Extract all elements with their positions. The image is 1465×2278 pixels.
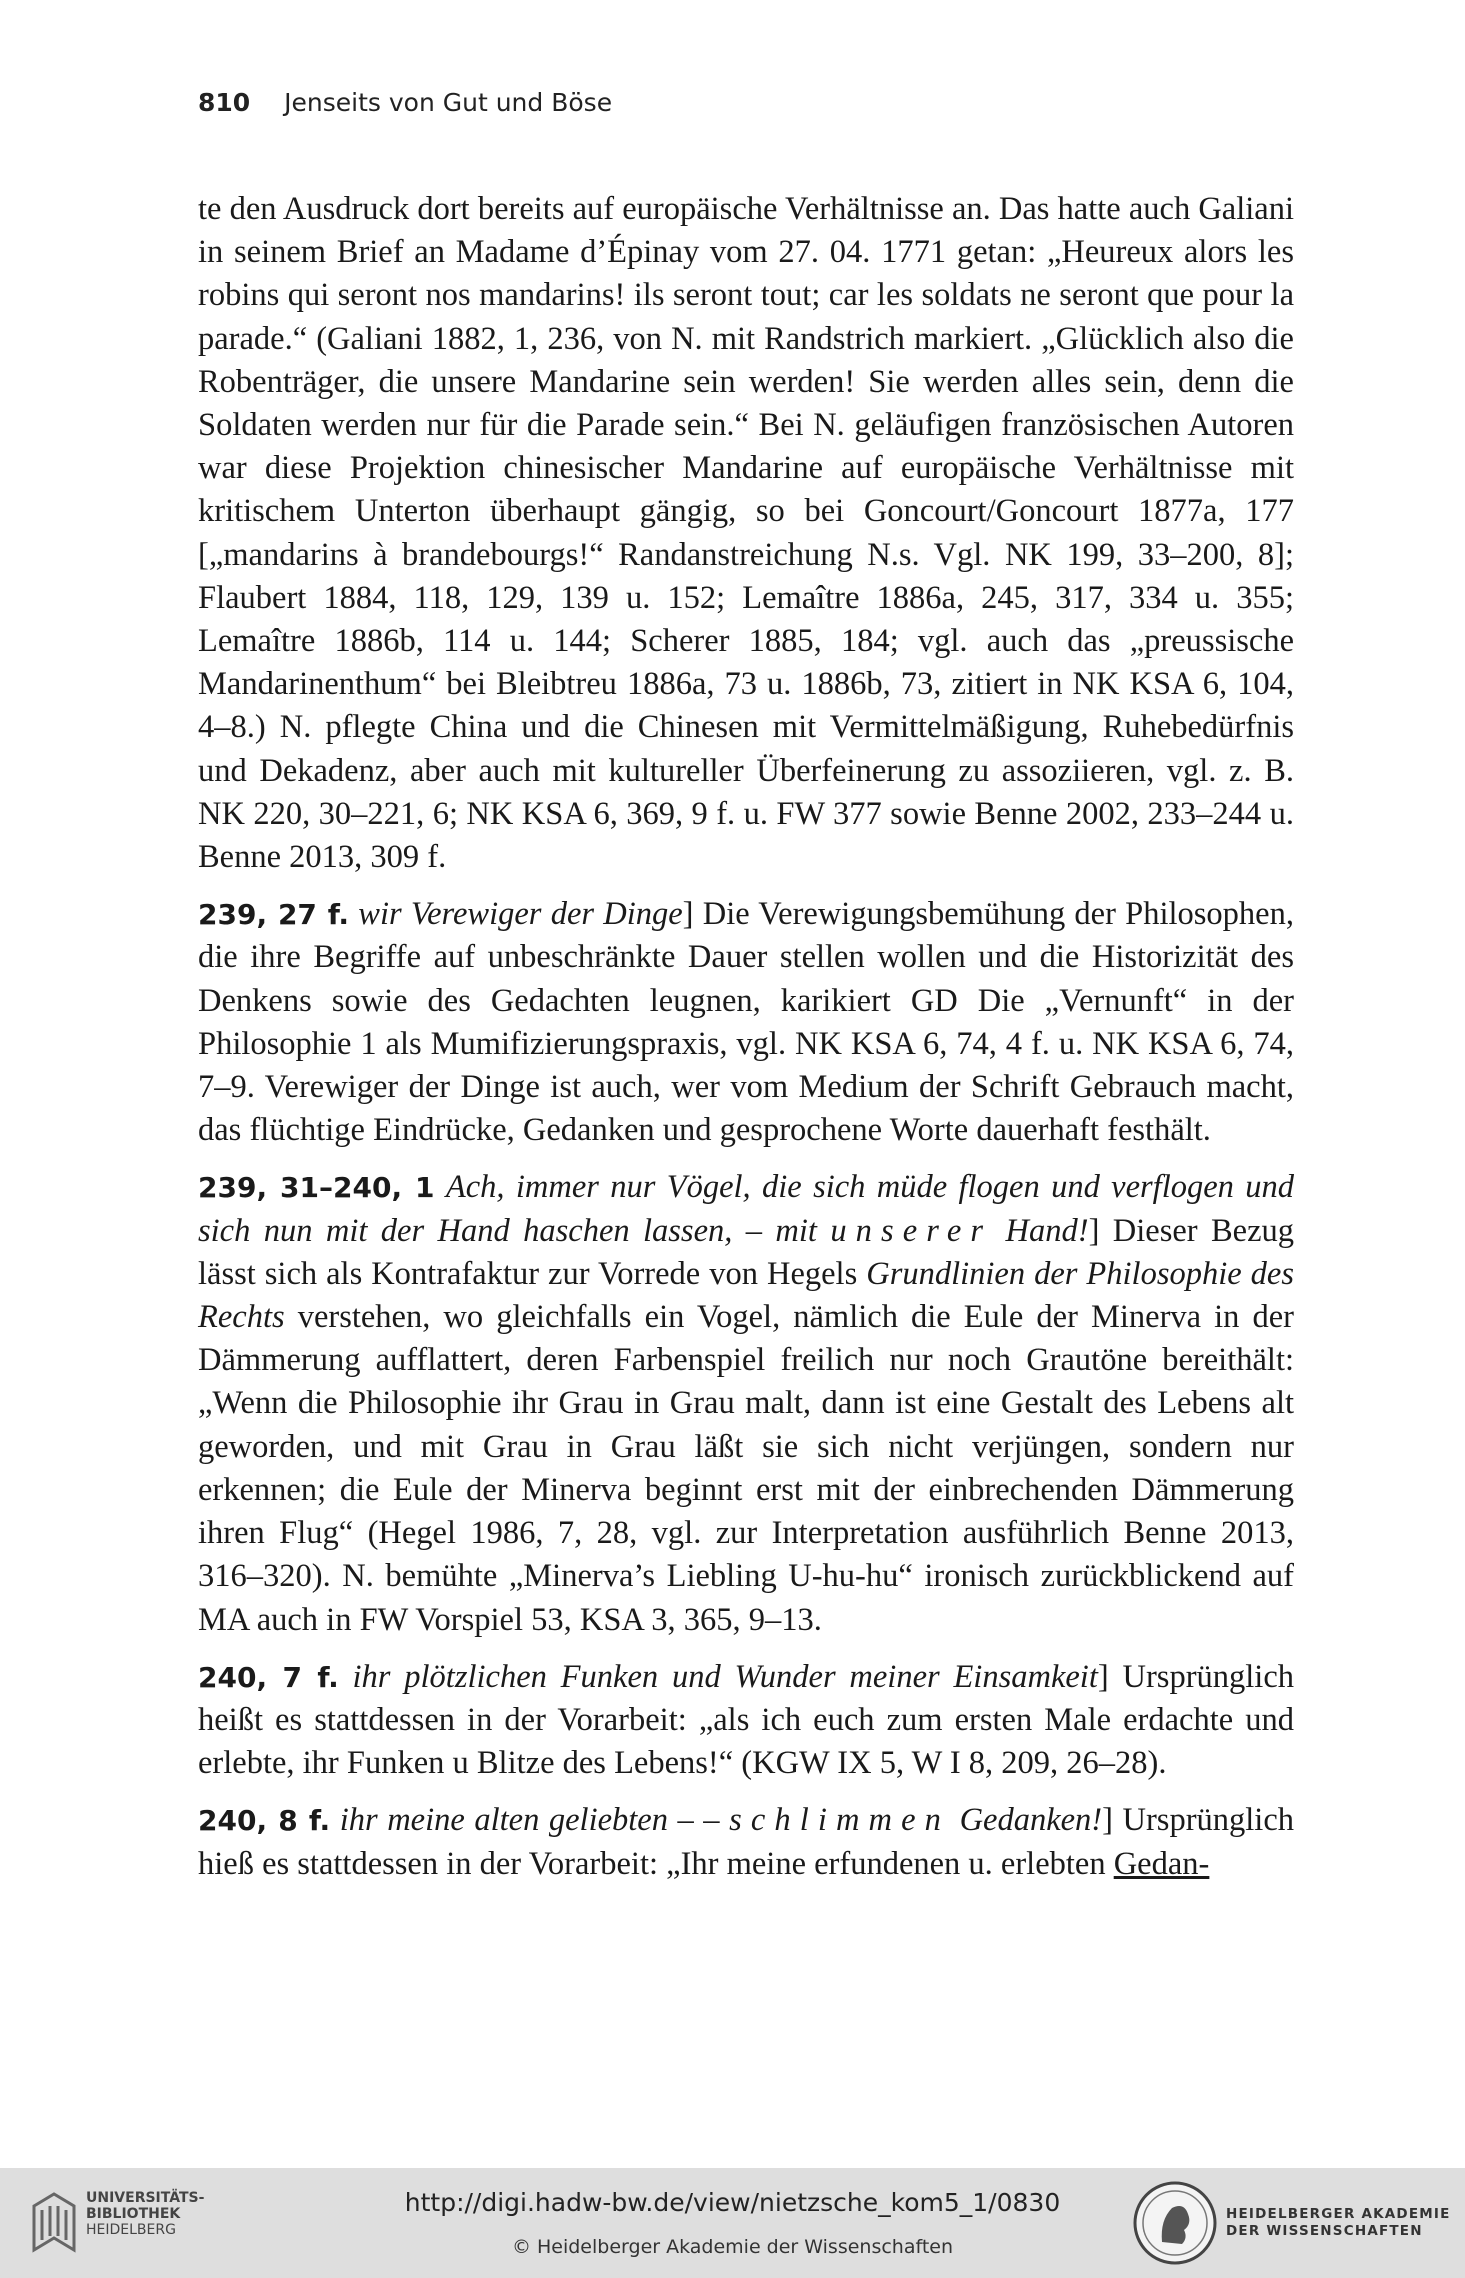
- running-title: Jenseits von Gut und Böse: [284, 88, 613, 117]
- lemma-end: Hand!: [1005, 1212, 1089, 1249]
- commentary-text: [198, 188, 1294, 1900]
- paragraph-2-text: ] Die Verewigungsbemühung der Philosophen, die ihre Begriffe auf unbeschränkte Dauer stellen wollen und die Historizität des Denkens sowie des Gedachten leugnen, karikiert GD Die „Vernunft“ in der Philosophie 1 als Mumifizierungspraxis, vgl. NK KSA 6, 74, 4 f. u. NK KSA 6, 74, 7–9. Verewiger der Dinge ist auch, wer vom Medium der Schrift Gebrauch macht, das flüchtige Eindrücke, Gedanken und gesprochene Worte dauerhaft festhält.: [198, 896, 1294, 1149]
- source-url-link[interactable]: http://digi.hadw-bw.de/view/nietzsche_kom5_1/0830: [404, 2188, 1061, 2217]
- lemma: Ach, immer nur Vögel, die sich müde flogen und verflogen und sich nun mit der Hand haschen lassen, – mit: [198, 1169, 1294, 1249]
- page-number: 810: [198, 88, 251, 117]
- paragraph-5: [198, 1799, 1294, 1885]
- paragraph-3-text-a: ] Dieser Bezug lässt sich als Kontrafaktur zur Vorrede von Hegels: [198, 1212, 1295, 1292]
- copyright-notice: © Heidelberger Akademie der Wissenschaften: [511, 2236, 954, 2258]
- running-header: [198, 88, 612, 117]
- academy-name: [1226, 2206, 1451, 2240]
- paragraph-1-text: te den Ausdruck dort bereits auf europäische Verhältnisse an. Das hatte auch Galiani in seinem Brief an Madame d’Épinay vom 27. 04. 1771 getan: „Heureux alors les robins qui seront nos mandarins! ils seront tout; car les soldats ne seront que pour la parade.“ (Galiani 1882, 1, 236, von N. mit Randstrich markiert. „Glücklich also die Robenträger, die unsere Mandarine sein werden! Sie werden alles sein, denn die Soldaten werden nur für die Parade sein.“ Bei N. geläufigen französischen Autoren war diese Projektion chinesischer Mandarine auf europäische Verhältnisse mit kritischem Unterton überhaupt gängig, so bei Goncourt/Goncourt 1877a, 177 [„mandarins à brandebourgs!“ Randanstreichung N.s. Vgl. NK 199, 33–200, 8]; Flaubert 1884, 118, 129, 139 u. 152; Lemaître 1886a, 245, 317, 334 u. 355; Lemaître 1886b, 114 u. 144; Scherer 1885, 184; vgl. auch das „preussische Mandarinenthum“ bei Bleibtreu 1886a, 73 u. 1886b, 73, zitiert in NK KSA 6, 104, 4–8.) N. pflegte China und die Chinesen mit Vermittelmäßigung, Ruhebedürfnis und Dekadenz, aber auch mit kultureller Überfeinerung zu assoziieren, vgl. z. B. NK 220, 30–221, 6; NK KSA 6, 369, 9 f. u. FW 377 sowie Benne 2002, 233–244 u. Benne 2013, 309 f.: [198, 191, 1294, 876]
- paragraph-1: [198, 188, 1294, 879]
- lemma-end: Gedanken!: [959, 1802, 1103, 1839]
- lemma-spaced: unserer: [830, 1212, 993, 1249]
- line-reference: 240, 8 f.: [198, 1804, 331, 1838]
- paragraph-4: [198, 1656, 1294, 1786]
- line-reference: 240, 7 f.: [198, 1660, 339, 1694]
- library-name-line: HEIDELBERG: [86, 2222, 176, 2238]
- underlined-word: Gedan-: [1113, 1845, 1210, 1882]
- library-name-line: BIBLIOTHEK: [86, 2206, 181, 2222]
- paragraph-5-text: ] Ursprünglich hieß es stattdessen in der Vorarbeit: „Ihr meine erfundenen u. erlebten: [198, 1802, 1295, 1882]
- footer-bar: [0, 2168, 1465, 2278]
- work-title: Grundlinien der Philosophie des Rechts: [198, 1255, 1294, 1336]
- paragraph-4-text: ] Ursprünglich heißt es stattdessen in der Vorarbeit: „als ich euch zum ersten Male erdachte und erlebte, ihr Funken u Blitze des Lebens!“ (KGW IX 5, W I 8, 209, 26–28).: [198, 1658, 1295, 1782]
- paragraph-2: [198, 893, 1294, 1152]
- line-reference: 239, 27 f.: [198, 898, 350, 932]
- academy-seal-icon: [1132, 2180, 1218, 2266]
- lemma-spaced: schlimmen: [729, 1802, 951, 1839]
- lemma: ihr plötzlichen Funken und Wunder meiner Einsamkeit: [352, 1658, 1098, 1695]
- paragraph-3-text-b: verstehen, wo gleichfalls ein Vogel, nämlich die Eule der Minerva in der Dämmerung aufflattert, deren Farbenspiel freilich nur noch Grautöne bereithält: „Wenn die Philosophie ihr Grau in Grau malt, dann ist eine Gestalt des Lebens alt geworden, und mit Grau in Grau läßt sie sich nicht verjüngen, sondern nur erkennen; die Eule der Minerva beginnt erst mit der einbrechenden Dämmerung ihren Flug“ (Hegel 1986, 7, 28, vgl. zur Interpretation ausführlich Benne 2013, 316–320). N. bemühte „Minerva’s Liebling U-hu-hu“ ironisch zurückblickend auf MA auch in FW Vorspiel 53, KSA 3, 365, 9–13.: [198, 1299, 1294, 1638]
- lemma: wir Verewiger der Dinge: [358, 896, 683, 933]
- academy-name-line: DER WISSENSCHAFTEN: [1226, 2223, 1423, 2239]
- paragraph-3: [198, 1166, 1294, 1641]
- line-reference: 239, 31–240, 1: [198, 1171, 435, 1205]
- library-name-line: UNIVERSITÄTS-: [86, 2190, 205, 2206]
- lemma: ihr meine alten geliebten – –: [339, 1802, 720, 1839]
- academy-name-line: HEIDELBERGER AKADEMIE: [1226, 2206, 1451, 2222]
